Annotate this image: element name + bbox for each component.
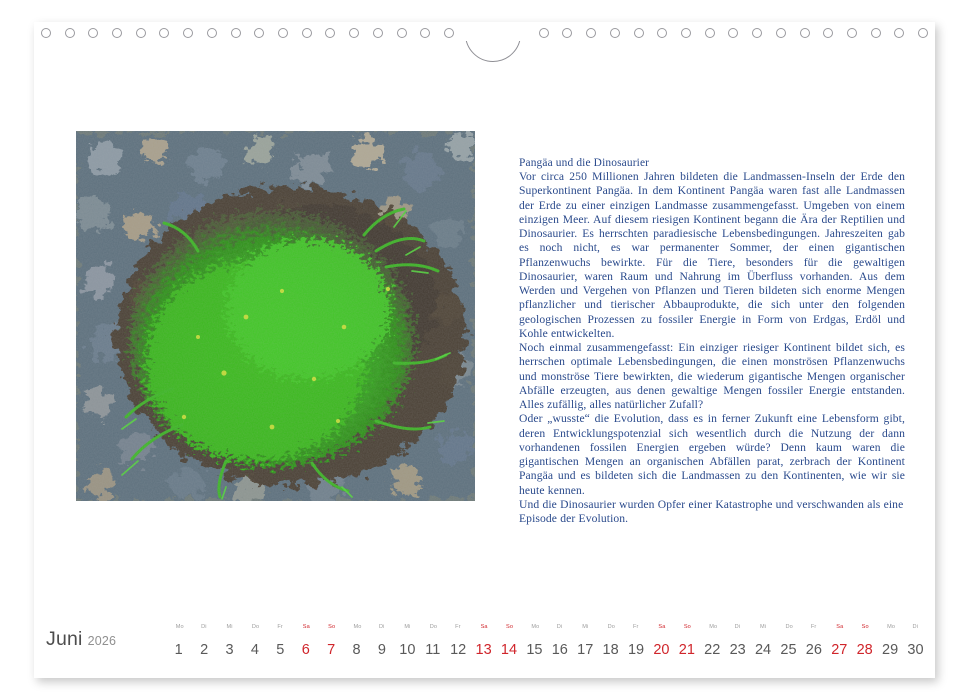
- calendar-day[interactable]: [877, 622, 902, 658]
- calendar-day-number: 22: [704, 642, 721, 658]
- calendar-day-number: 7: [327, 642, 336, 658]
- binding-hole-icon: [871, 28, 881, 38]
- calendar-day-number: 15: [526, 642, 543, 658]
- binding-hole-icon: [800, 28, 810, 38]
- calendar-day-number: 29: [882, 642, 899, 658]
- calendar-day-number: 8: [352, 642, 361, 658]
- calendar-day-number: 13: [475, 642, 492, 658]
- calendar-day-number: 3: [225, 642, 234, 658]
- binding-hole-icon: [847, 28, 857, 38]
- calendar-day[interactable]: [166, 622, 191, 658]
- calendar-day-weekday: Di: [378, 624, 385, 630]
- day-strip: [166, 618, 928, 658]
- calendar-day-number: 12: [450, 642, 467, 658]
- calendar-day-number: 11: [425, 642, 441, 658]
- binding-hole-icon: [776, 28, 786, 38]
- calendar-day-number: 1: [174, 642, 183, 658]
- calendar-day-weekday: Sa: [658, 624, 666, 630]
- article-text-column: [519, 156, 905, 526]
- calendar-day-weekday: So: [505, 624, 514, 630]
- binding-hole-icon: [681, 28, 691, 38]
- month-year: 2026: [87, 634, 117, 648]
- binding-hole-icon: [918, 28, 928, 38]
- calendar-day-weekday: Mi: [226, 624, 233, 630]
- calendar-day[interactable]: [318, 622, 343, 658]
- binding-hole-icon: [610, 28, 620, 38]
- binding-hole-icon: [41, 28, 51, 38]
- calendar-day[interactable]: [598, 622, 623, 658]
- binding-hole-row: [34, 22, 935, 46]
- binding-hole-icon: [254, 28, 264, 38]
- binding-hole-icon: [159, 28, 169, 38]
- binding-hole-icon: [112, 28, 122, 38]
- binding-hole-icon: [397, 28, 407, 38]
- calendar-day-weekday: Mo: [887, 624, 896, 630]
- binding-hole-icon: [634, 28, 644, 38]
- calendar-day-number: 17: [577, 642, 594, 658]
- calendar-day-weekday: So: [328, 624, 336, 630]
- calendar-day-number: 4: [250, 642, 259, 658]
- calendar-day[interactable]: [674, 622, 699, 658]
- binding-hole-icon: [444, 28, 454, 38]
- calendar-day-number: 28: [856, 642, 873, 658]
- calendar-day-weekday: Di: [734, 624, 741, 630]
- binding-hole-icon: [752, 28, 762, 38]
- binding-hole-icon: [183, 28, 193, 38]
- calendar-day[interactable]: [801, 622, 826, 658]
- calendar-day-weekday: Sa: [836, 624, 844, 630]
- binding-hole-icon: [88, 28, 98, 38]
- calendar-day-weekday: Di: [556, 624, 563, 630]
- article-paragraph: Noch einmal zusammengefasst: Ein einziger riesiger Kontinent bildet sich, es herrschen optimale Lebensbedingungen, die einen monströsen Pflanzenwuchs und monströse Tiere bewirkten, die wiederum gigantische Mengen organischer Abfälle erzeugten, aus denen gewaltige Mengen fossiler Energie entstanden. Alles zufällig, alles natürlicher Zufall?: [519, 341, 905, 412]
- calendar-day-weekday: Do: [251, 624, 260, 630]
- calendar-day-number: 30: [907, 642, 924, 658]
- calendar-footer: [34, 616, 935, 678]
- calendar-day[interactable]: [191, 622, 216, 658]
- calendar-day-number: 9: [377, 642, 386, 658]
- binding-hole-icon: [894, 28, 904, 38]
- calendar-day[interactable]: [852, 622, 877, 658]
- calendar-day-number: 18: [602, 642, 619, 658]
- spiral-binding: [34, 22, 935, 46]
- calendar-day-weekday: Mo: [531, 624, 540, 630]
- binding-hole-icon: [657, 28, 667, 38]
- calendar-day[interactable]: [496, 622, 521, 658]
- article-paragraph: Oder „wusste“ die Evolution, dass es in ferner Zukunft eine Lebensform gibt, deren Entwicklungspotenzial sich wesentlich durch die Nutzung der dann vorhandenen fossilen Energien ergeben würde? Denn kaum waren die gigantischen Mengen an organischen Abfällen parat, zerbrach der Kontinent Pangäa und es bildeten sich die Landmassen zu den Kontinenten, wie wir sie heute kennen.: [519, 412, 905, 497]
- binding-hole-icon: [586, 28, 596, 38]
- calendar-day-number: 21: [678, 642, 695, 658]
- calendar-day-number: 10: [399, 642, 416, 658]
- page-content: [34, 46, 935, 616]
- binding-hole-icon: [420, 28, 430, 38]
- article-title: Pangäa und die Dinosaurier: [519, 157, 650, 169]
- calendar-day-number: 14: [500, 642, 518, 658]
- calendar-day-weekday: Fr: [810, 624, 817, 630]
- calendar-day-weekday: Fr: [277, 624, 283, 630]
- photo-image: [76, 131, 475, 501]
- binding-hole-icon: [823, 28, 833, 38]
- binding-hole-icon: [325, 28, 335, 38]
- calendar-day[interactable]: [573, 622, 598, 658]
- binding-hole-icon: [207, 28, 217, 38]
- article-paragraph: Und die Dinosaurier wurden Opfer einer Katastrophe und verschwanden als eine Episode der Evolution.: [519, 497, 904, 526]
- notch-cover: [463, 22, 523, 41]
- calendar-day[interactable]: [268, 622, 293, 658]
- calendar-photo: [76, 131, 475, 501]
- calendar-day[interactable]: [369, 622, 394, 658]
- month-name: Juni: [46, 628, 83, 650]
- calendar-day-weekday: So: [861, 624, 869, 630]
- calendar-day-weekday: Mo: [175, 624, 184, 630]
- calendar-day-weekday: Mi: [404, 624, 411, 630]
- calendar-day-weekday: Sa: [480, 624, 488, 630]
- binding-hole-icon: [136, 28, 146, 38]
- calendar-day-weekday: Do: [429, 624, 438, 630]
- month-label: [46, 628, 116, 651]
- calendar-day[interactable]: [344, 622, 369, 658]
- calendar-day-number: 2: [200, 642, 209, 658]
- binding-hole-icon: [562, 28, 572, 38]
- calendar-day-number: 20: [653, 642, 670, 658]
- article-paragraph: Vor circa 250 Millionen Jahren bildeten die Landmassen-Inseln der Erde den Superkontinent Pangäa. In dem Kontinent Pangäa waren fast alle Landmassen der Erde zu einer einzigen Landmasse zusammengefasst. Umgeben von einem einzigen Meer. Auf diesem riesigen Kontinent begann die Ära der Reptilien und Dinosaurier. Es herrschten paradiesische Lebensbedingungen. Jahreszeiten gab es noch nicht, es war permanenter Sommer, der einen gigantischen Pflanzenwuchs bewirkte. Für die Tiere, besonders für die gewaltigen Dinosaurier, waren Raum und Nahrung im Überfluss vorhanden. Aus dem Werden und Vergehen von Pflanzen und Tieren bildeten sich enorme Mengen pflanzlicher und tierischer Abbauprodukte, die sich unter den folgenden geologischen Prozessen zu fossiler Energie in Form von Erdgas, Erdöl und Kohle entwickelten.: [519, 170, 905, 340]
- calendar-day[interactable]: [293, 622, 318, 658]
- calendar-day[interactable]: [547, 622, 572, 658]
- calendar-day[interactable]: [420, 622, 445, 658]
- binding-hole-icon: [302, 28, 312, 38]
- calendar-day[interactable]: [776, 622, 801, 658]
- calendar-day-weekday: Fr: [455, 624, 461, 630]
- calendar-day-number: 24: [754, 642, 772, 658]
- calendar-day-weekday: Do: [785, 624, 793, 630]
- calendar-day-number: 27: [831, 642, 848, 658]
- calendar-day[interactable]: [522, 622, 547, 658]
- calendar-day[interactable]: [903, 622, 928, 658]
- calendar-day-weekday: Di: [201, 624, 207, 630]
- binding-hole-icon: [539, 28, 549, 38]
- calendar-day-weekday: Mi: [760, 624, 767, 630]
- binding-hole-icon: [705, 28, 715, 38]
- calendar-day[interactable]: [395, 622, 420, 658]
- calendar-day[interactable]: [623, 622, 648, 658]
- calendar-day[interactable]: [471, 622, 496, 658]
- binding-hole-icon: [728, 28, 738, 38]
- calendar-day-weekday: Fr: [633, 624, 639, 630]
- calendar-day-weekday: Mo: [353, 624, 362, 630]
- binding-hole-icon: [349, 28, 359, 38]
- calendar-day-weekday: Do: [607, 624, 615, 630]
- calendar-day[interactable]: [649, 622, 674, 658]
- calendar-day-weekday: Mi: [582, 624, 589, 630]
- calendar-day-number: 16: [551, 642, 568, 658]
- binding-hole-icon: [373, 28, 383, 38]
- calendar-day-number: 19: [627, 642, 645, 658]
- calendar-day[interactable]: [725, 622, 750, 658]
- calendar-day[interactable]: [700, 622, 725, 658]
- binding-hole-icon: [231, 28, 241, 38]
- calendar-day-weekday: Di: [912, 624, 918, 630]
- calendar-day-number: 6: [301, 642, 310, 658]
- calendar-day[interactable]: [445, 622, 470, 658]
- calendar-day-weekday: Sa: [302, 624, 310, 630]
- calendar-day-number: 23: [729, 642, 746, 658]
- calendar-day[interactable]: [217, 622, 242, 658]
- calendar-day-weekday: Mo: [709, 624, 718, 630]
- calendar-day-number: 5: [276, 642, 285, 658]
- calendar-day-number: 25: [780, 642, 797, 658]
- calendar-day[interactable]: [750, 622, 775, 658]
- calendar-day-weekday: So: [683, 624, 691, 630]
- calendar-day-number: 26: [805, 642, 822, 658]
- binding-hole-icon: [278, 28, 288, 38]
- calendar-day[interactable]: [827, 622, 852, 658]
- calendar-page: [34, 22, 935, 678]
- binding-hole-icon: [65, 28, 75, 38]
- calendar-day[interactable]: [242, 622, 267, 658]
